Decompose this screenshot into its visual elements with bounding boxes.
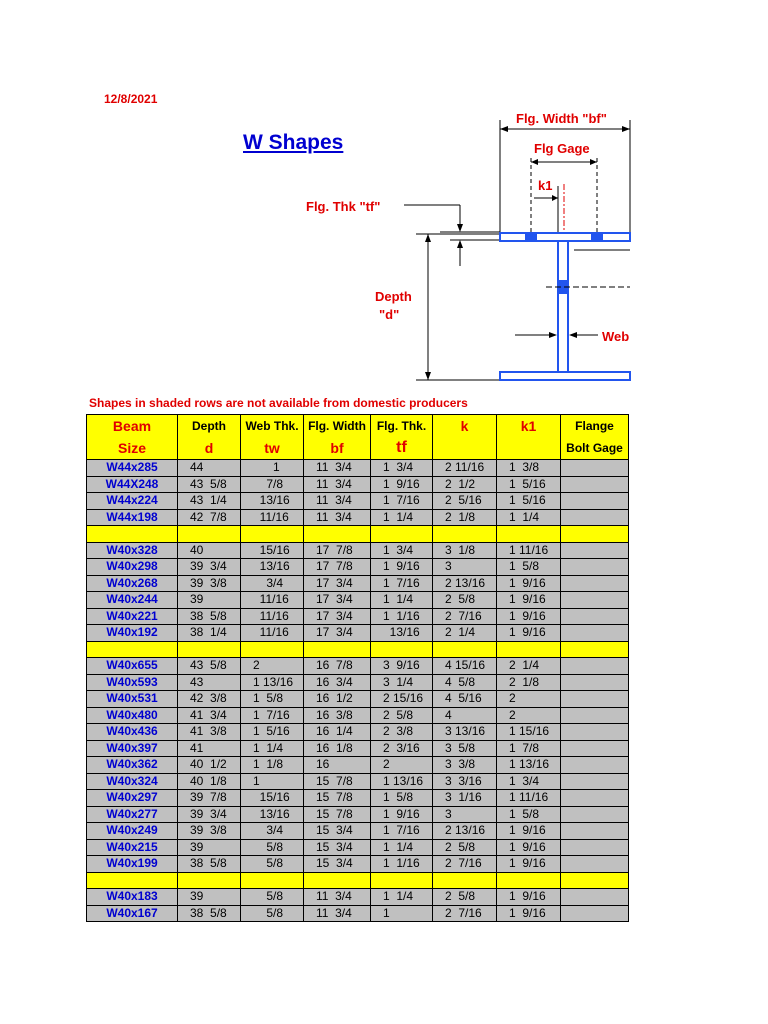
table-cell: 1 5/8 bbox=[497, 559, 561, 576]
beam-size-cell: W40x167 bbox=[87, 905, 178, 922]
separator-cell bbox=[87, 526, 178, 543]
beam-size-cell: W40x221 bbox=[87, 608, 178, 625]
bf-arrow-right bbox=[622, 126, 630, 132]
table-cell: 2 13/16 bbox=[433, 575, 497, 592]
table-row bbox=[87, 608, 629, 625]
table-cell: 38 1/4 bbox=[178, 625, 241, 642]
tf-arrow-down bbox=[457, 224, 463, 232]
table-cell: 4 5/8 bbox=[433, 674, 497, 691]
table-cell: 1 9/16 bbox=[497, 592, 561, 609]
beam-size-cell: W40x192 bbox=[87, 625, 178, 642]
table-cell: 1 9/16 bbox=[497, 575, 561, 592]
bolt-right bbox=[591, 232, 603, 241]
table-row bbox=[87, 889, 629, 906]
depth-arrow-bottom bbox=[425, 372, 431, 380]
header-bolt-gage: Flange Bolt Gage bbox=[561, 415, 629, 460]
table-cell: 40 1/2 bbox=[178, 757, 241, 774]
top-flange bbox=[500, 233, 630, 241]
table-cell: 15 3/4 bbox=[304, 823, 371, 840]
table-cell: 16 1/2 bbox=[304, 691, 371, 708]
table-cell: 15 3/4 bbox=[304, 856, 371, 873]
table-cell: 17 3/4 bbox=[304, 625, 371, 642]
table-cell: 3 1/4 bbox=[371, 674, 433, 691]
table-cell: 3 3/16 bbox=[433, 773, 497, 790]
table-cell: 1 15/16 bbox=[497, 724, 561, 741]
table-cell bbox=[561, 493, 629, 510]
table-cell bbox=[561, 889, 629, 906]
table-cell bbox=[561, 806, 629, 823]
gage-arrow-right bbox=[590, 159, 597, 165]
table-cell: 39 3/8 bbox=[178, 823, 241, 840]
header-beam-size: Beam Size bbox=[87, 415, 178, 460]
table-cell: 1 3/4 bbox=[371, 460, 433, 477]
beam-size-cell: W40x531 bbox=[87, 691, 178, 708]
table-cell: 5/8 bbox=[241, 856, 304, 873]
beam-size-cell: W40x593 bbox=[87, 674, 178, 691]
table-cell: 1 13/16 bbox=[371, 773, 433, 790]
table-cell: 3 1/8 bbox=[433, 542, 497, 559]
separator-cell bbox=[178, 526, 241, 543]
table-cell: 3 9/16 bbox=[371, 658, 433, 675]
separator-cell bbox=[178, 641, 241, 658]
beam-size-cell: W40x655 bbox=[87, 658, 178, 675]
table-cell: 39 3/4 bbox=[178, 559, 241, 576]
table-row bbox=[87, 542, 629, 559]
table-cell: 16 1/8 bbox=[304, 740, 371, 757]
beam-size-cell: W40x480 bbox=[87, 707, 178, 724]
table-cell bbox=[561, 724, 629, 741]
separator-cell bbox=[371, 526, 433, 543]
table-cell: 39 bbox=[178, 889, 241, 906]
table-cell: 15 7/8 bbox=[304, 773, 371, 790]
table-row bbox=[87, 806, 629, 823]
separator-cell bbox=[561, 526, 629, 543]
table-cell: 43 5/8 bbox=[178, 658, 241, 675]
table-cell: 1 5/16 bbox=[497, 476, 561, 493]
separator-cell bbox=[371, 872, 433, 889]
table-cell: 38 5/8 bbox=[178, 608, 241, 625]
table-cell: 39 3/8 bbox=[178, 575, 241, 592]
beam-size-cell: W40x362 bbox=[87, 757, 178, 774]
table-cell: 17 7/8 bbox=[304, 559, 371, 576]
table-cell: 13/16 bbox=[241, 806, 304, 823]
table-cell: 5/8 bbox=[241, 889, 304, 906]
separator-cell bbox=[561, 872, 629, 889]
table-cell: 3 1/16 bbox=[433, 790, 497, 807]
table-cell: 2 3/16 bbox=[371, 740, 433, 757]
table-cell bbox=[561, 905, 629, 922]
table-cell: 1 9/16 bbox=[497, 625, 561, 642]
table-cell: 1 5/8 bbox=[371, 790, 433, 807]
bolt-left bbox=[525, 232, 537, 241]
table-cell: 11 3/4 bbox=[304, 476, 371, 493]
table-cell bbox=[561, 542, 629, 559]
table-cell: 2 3/8 bbox=[371, 724, 433, 741]
separator-row bbox=[87, 526, 629, 543]
table-cell: 1 9/16 bbox=[497, 823, 561, 840]
table-row bbox=[87, 856, 629, 873]
table-cell: 2 bbox=[497, 691, 561, 708]
table-cell: 16 bbox=[304, 757, 371, 774]
table-row bbox=[87, 707, 629, 724]
table-cell: 11/16 bbox=[241, 509, 304, 526]
table-row bbox=[87, 493, 629, 510]
beam-size-cell: W40x199 bbox=[87, 856, 178, 873]
separator-cell bbox=[241, 526, 304, 543]
beam-size-cell: W40x249 bbox=[87, 823, 178, 840]
web-label: Web bbox=[602, 329, 630, 344]
table-cell bbox=[561, 691, 629, 708]
separator-cell bbox=[497, 872, 561, 889]
separator-cell bbox=[304, 872, 371, 889]
separator-cell bbox=[241, 872, 304, 889]
separator-cell bbox=[304, 526, 371, 543]
header-flange-width: Flg. Width bf bbox=[304, 415, 371, 460]
table-cell: 1 1/16 bbox=[371, 608, 433, 625]
table-cell: 1 1/4 bbox=[371, 889, 433, 906]
separator-cell bbox=[561, 641, 629, 658]
separator-cell bbox=[304, 641, 371, 658]
table-row bbox=[87, 839, 629, 856]
table-cell: 1 1/4 bbox=[497, 509, 561, 526]
table-cell: 2 7/16 bbox=[433, 905, 497, 922]
flange-gage-label: Flg Gage bbox=[534, 141, 590, 156]
table-row bbox=[87, 905, 629, 922]
k1-label: k1 bbox=[538, 178, 553, 193]
table-cell: 2 1/8 bbox=[497, 674, 561, 691]
table-cell: 1 7/8 bbox=[497, 740, 561, 757]
table-cell: 1 bbox=[241, 460, 304, 477]
depth-label: Depth bbox=[375, 289, 412, 304]
table-cell: 42 7/8 bbox=[178, 509, 241, 526]
beam-size-cell: W40x397 bbox=[87, 740, 178, 757]
table-row bbox=[87, 724, 629, 741]
table-cell bbox=[561, 625, 629, 642]
table-cell: 16 3/4 bbox=[304, 674, 371, 691]
table-cell: 1 1/4 bbox=[241, 740, 304, 757]
table-cell: 3/4 bbox=[241, 575, 304, 592]
table-cell: 1 9/16 bbox=[371, 806, 433, 823]
table-cell: 17 3/4 bbox=[304, 608, 371, 625]
separator-row bbox=[87, 872, 629, 889]
table-row bbox=[87, 559, 629, 576]
table-cell: 7/8 bbox=[241, 476, 304, 493]
table-cell: 1 5/16 bbox=[497, 493, 561, 510]
beam-size-cell: W44X248 bbox=[87, 476, 178, 493]
table-cell bbox=[561, 592, 629, 609]
table-cell: 3 13/16 bbox=[433, 724, 497, 741]
beam-size-cell: W40x298 bbox=[87, 559, 178, 576]
flange-thk-label: Flg. Thk "tf" bbox=[306, 199, 381, 214]
separator-cell bbox=[87, 641, 178, 658]
table-cell bbox=[561, 658, 629, 675]
table-cell: 1 7/16 bbox=[371, 575, 433, 592]
separator-cell bbox=[371, 641, 433, 658]
table-cell: 1 11/16 bbox=[497, 542, 561, 559]
table-cell: 42 3/8 bbox=[178, 691, 241, 708]
table-cell: 1 bbox=[371, 905, 433, 922]
table-cell: 2 1/4 bbox=[497, 658, 561, 675]
k1-arrow bbox=[552, 195, 558, 201]
header-depth: Depth d bbox=[178, 415, 241, 460]
table-cell: 1 1/8 bbox=[241, 757, 304, 774]
table-cell: 13/16 bbox=[241, 493, 304, 510]
table-cell: 43 5/8 bbox=[178, 476, 241, 493]
table-cell: 44 bbox=[178, 460, 241, 477]
table-cell: 11/16 bbox=[241, 625, 304, 642]
table-row bbox=[87, 592, 629, 609]
table-cell: 38 5/8 bbox=[178, 905, 241, 922]
table-cell: 39 bbox=[178, 592, 241, 609]
table-row bbox=[87, 509, 629, 526]
table-cell: 1 9/16 bbox=[371, 559, 433, 576]
table-cell: 2 bbox=[241, 658, 304, 675]
table-cell: 1 7/16 bbox=[371, 823, 433, 840]
table-cell bbox=[561, 575, 629, 592]
table-cell bbox=[561, 460, 629, 477]
table-cell: 2 13/16 bbox=[433, 823, 497, 840]
table-cell: 40 1/8 bbox=[178, 773, 241, 790]
depth-arrow-top bbox=[425, 234, 431, 242]
separator-cell bbox=[497, 641, 561, 658]
bf-arrow-left bbox=[500, 126, 508, 132]
beam-size-cell: W40x244 bbox=[87, 592, 178, 609]
header-flange-thk: Flg. Thk. tf bbox=[371, 415, 433, 460]
table-cell: 1 11/16 bbox=[497, 790, 561, 807]
table-cell: 11 3/4 bbox=[304, 509, 371, 526]
table-cell: 15/16 bbox=[241, 790, 304, 807]
table-body bbox=[87, 460, 629, 922]
table-cell: 1 1/4 bbox=[371, 509, 433, 526]
table-cell: 16 7/8 bbox=[304, 658, 371, 675]
flange-width-label: Flg. Width "bf" bbox=[516, 111, 607, 126]
table-cell: 11/16 bbox=[241, 592, 304, 609]
table-cell: 1 5/8 bbox=[497, 806, 561, 823]
beam-size-cell: W44x198 bbox=[87, 509, 178, 526]
table-row bbox=[87, 575, 629, 592]
table-cell: 43 bbox=[178, 674, 241, 691]
table-cell: 2 15/16 bbox=[371, 691, 433, 708]
table-row bbox=[87, 740, 629, 757]
table-cell: 11 3/4 bbox=[304, 905, 371, 922]
table-cell: 1 9/16 bbox=[497, 856, 561, 873]
table-cell: 3 3/8 bbox=[433, 757, 497, 774]
table-cell: 41 3/8 bbox=[178, 724, 241, 741]
gage-arrow-left bbox=[531, 159, 538, 165]
table-cell: 11 3/4 bbox=[304, 493, 371, 510]
table-cell bbox=[561, 740, 629, 757]
beam-size-cell: W44x285 bbox=[87, 460, 178, 477]
table-cell: 43 1/4 bbox=[178, 493, 241, 510]
separator-cell bbox=[241, 641, 304, 658]
beam-size-cell: W44x224 bbox=[87, 493, 178, 510]
table-cell: 1 1/16 bbox=[371, 856, 433, 873]
table-cell: 17 3/4 bbox=[304, 575, 371, 592]
table-cell: 17 3/4 bbox=[304, 592, 371, 609]
table-cell: 38 5/8 bbox=[178, 856, 241, 873]
separator-cell bbox=[87, 872, 178, 889]
tf-arrow-up bbox=[457, 240, 463, 248]
table-cell: 2 5/8 bbox=[433, 592, 497, 609]
table-cell bbox=[561, 856, 629, 873]
table-cell: 17 7/8 bbox=[304, 542, 371, 559]
table-cell: 15 3/4 bbox=[304, 839, 371, 856]
table-cell bbox=[561, 707, 629, 724]
table-cell: 16 1/4 bbox=[304, 724, 371, 741]
table-row bbox=[87, 823, 629, 840]
beam-size-cell: W40x183 bbox=[87, 889, 178, 906]
table-cell: 11/16 bbox=[241, 608, 304, 625]
tw-arrow-left bbox=[549, 332, 557, 338]
separator-row bbox=[87, 641, 629, 658]
table-row bbox=[87, 674, 629, 691]
table-cell bbox=[561, 823, 629, 840]
table-cell: 2 bbox=[497, 707, 561, 724]
table-cell: 5/8 bbox=[241, 905, 304, 922]
separator-cell bbox=[433, 641, 497, 658]
depth-symbol-label: "d" bbox=[379, 307, 400, 322]
table-cell: 2 5/16 bbox=[433, 493, 497, 510]
table-row bbox=[87, 757, 629, 774]
table-row bbox=[87, 658, 629, 675]
beam-size-cell: W40x215 bbox=[87, 839, 178, 856]
separator-cell bbox=[178, 872, 241, 889]
table-cell: 1 9/16 bbox=[497, 839, 561, 856]
table-cell bbox=[561, 559, 629, 576]
table-cell: 4 5/16 bbox=[433, 691, 497, 708]
table-cell: 1 9/16 bbox=[497, 608, 561, 625]
bottom-flange bbox=[500, 372, 630, 380]
separator-cell bbox=[433, 872, 497, 889]
table-cell: 1 13/16 bbox=[497, 757, 561, 774]
table-cell bbox=[561, 757, 629, 774]
table-cell: 11 3/4 bbox=[304, 460, 371, 477]
table-header-row bbox=[87, 415, 629, 460]
separator-cell bbox=[433, 526, 497, 543]
table-cell: 13/16 bbox=[241, 559, 304, 576]
table-cell: 1 9/16 bbox=[497, 889, 561, 906]
table-cell bbox=[561, 839, 629, 856]
table-cell bbox=[561, 476, 629, 493]
table-cell: 15/16 bbox=[241, 542, 304, 559]
table-cell: 39 bbox=[178, 839, 241, 856]
date-label: 12/8/2021 bbox=[104, 92, 158, 106]
beam-size-cell: W40x328 bbox=[87, 542, 178, 559]
beam-size-cell: W40x277 bbox=[87, 806, 178, 823]
beam-diagram bbox=[0, 0, 768, 390]
table-cell: 3 bbox=[433, 559, 497, 576]
beam-size-cell: W40x297 bbox=[87, 790, 178, 807]
table-cell: 3 5/8 bbox=[433, 740, 497, 757]
table-cell: 1 7/16 bbox=[241, 707, 304, 724]
beam-size-cell: W40x324 bbox=[87, 773, 178, 790]
table-cell bbox=[561, 608, 629, 625]
table-cell: 41 bbox=[178, 740, 241, 757]
table-cell: 1 3/8 bbox=[497, 460, 561, 477]
table-cell bbox=[561, 790, 629, 807]
table-cell: 1 bbox=[241, 773, 304, 790]
header-k1: k1 bbox=[497, 415, 561, 460]
table-cell: 15 7/8 bbox=[304, 790, 371, 807]
table-cell: 2 bbox=[371, 757, 433, 774]
table-cell: 16 3/8 bbox=[304, 707, 371, 724]
table-cell bbox=[561, 674, 629, 691]
beam-size-cell: W40x268 bbox=[87, 575, 178, 592]
table-cell: 3/4 bbox=[241, 823, 304, 840]
table-cell: 2 5/8 bbox=[433, 839, 497, 856]
table-cell: 1 1/4 bbox=[371, 592, 433, 609]
table-cell: 39 3/4 bbox=[178, 806, 241, 823]
table-cell: 41 3/4 bbox=[178, 707, 241, 724]
table-cell: 1 1/4 bbox=[371, 839, 433, 856]
separator-cell bbox=[497, 526, 561, 543]
table-row bbox=[87, 773, 629, 790]
table-cell: 1 5/16 bbox=[241, 724, 304, 741]
table-cell: 3 bbox=[433, 806, 497, 823]
tw-arrow-right bbox=[569, 332, 577, 338]
table-cell: 2 1/8 bbox=[433, 509, 497, 526]
table-cell: 2 5/8 bbox=[433, 889, 497, 906]
table-cell: 1 7/16 bbox=[371, 493, 433, 510]
table-cell: 2 1/2 bbox=[433, 476, 497, 493]
table-cell: 1 9/16 bbox=[371, 476, 433, 493]
table-cell: 40 bbox=[178, 542, 241, 559]
availability-note: Shapes in shaded rows are not available from domestic producers bbox=[89, 396, 468, 410]
table-cell: 5/8 bbox=[241, 839, 304, 856]
table-cell: 1 3/4 bbox=[371, 542, 433, 559]
table-cell: 1 13/16 bbox=[241, 674, 304, 691]
table-cell: 4 bbox=[433, 707, 497, 724]
table-cell: 15 7/8 bbox=[304, 806, 371, 823]
table-cell: 2 7/16 bbox=[433, 856, 497, 873]
table-cell: 1 5/8 bbox=[241, 691, 304, 708]
table-cell: 11 3/4 bbox=[304, 889, 371, 906]
table-cell: 2 11/16 bbox=[433, 460, 497, 477]
table-cell: 2 7/16 bbox=[433, 608, 497, 625]
web bbox=[558, 241, 568, 372]
table-cell: 2 1/4 bbox=[433, 625, 497, 642]
page-title: W Shapes bbox=[243, 131, 344, 154]
table-cell bbox=[561, 773, 629, 790]
w-shapes-table bbox=[86, 414, 629, 922]
table-row bbox=[87, 790, 629, 807]
table-cell: 1 9/16 bbox=[497, 905, 561, 922]
table-row bbox=[87, 691, 629, 708]
table-cell: 4 15/16 bbox=[433, 658, 497, 675]
table-cell: 13/16 bbox=[371, 625, 433, 642]
beam-size-cell: W40x436 bbox=[87, 724, 178, 741]
table-cell: 1 3/4 bbox=[497, 773, 561, 790]
table-cell: 39 7/8 bbox=[178, 790, 241, 807]
header-k: k bbox=[433, 415, 497, 460]
table-row bbox=[87, 476, 629, 493]
table-cell: 2 5/8 bbox=[371, 707, 433, 724]
header-web-thk: Web Thk. tw bbox=[241, 415, 304, 460]
table-row bbox=[87, 460, 629, 477]
table-row bbox=[87, 625, 629, 642]
table-cell bbox=[561, 509, 629, 526]
